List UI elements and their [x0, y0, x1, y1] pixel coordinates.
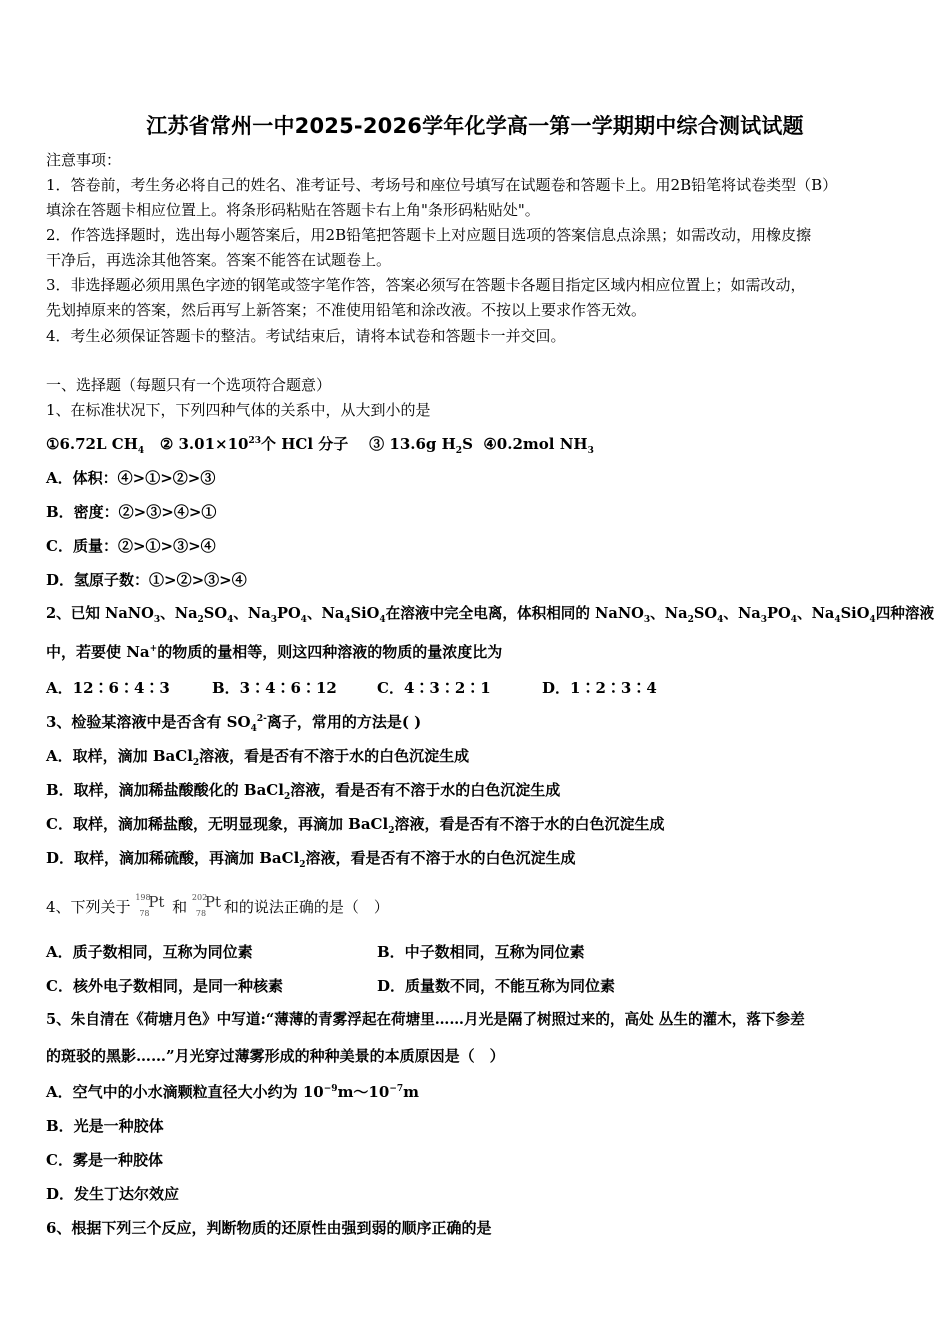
- question-4-option-c: C．核外电子数相同，是同一种核素: [46, 977, 283, 995]
- notice-heading: 注意事项：: [46, 151, 122, 169]
- question-4-option-b: B．中子数相同，互称为同位素: [377, 943, 585, 961]
- question-1-option-b: B．密度：②>③>④>①: [46, 503, 217, 521]
- question-2-option-c: C．4∶3∶2∶1: [377, 679, 491, 697]
- question-1-option-a: A．体积：④>①>②>③: [46, 469, 216, 487]
- question-3-stem: 3、检验某溶液中是否含有 $SO_4^{2-}$离子，常用的方法是( ): [46, 713, 422, 734]
- question-3-option-d: D．取样，滴加稀硫酸，再滴加 BaCl$_2$溶液，看是否有不溶于水的白色沉淀生成: [46, 849, 576, 870]
- question-4-option-a: A．质子数相同，互称为同位素: [46, 943, 253, 961]
- section-heading: 一、选择题（每题只有一个选项符合题意）: [46, 376, 332, 394]
- question-2-option-b: B．3∶4∶6∶12: [212, 679, 337, 697]
- isotope-pt-198: 198 78 Pt: [135, 893, 165, 918]
- question-1-option-d: D．氢原子数：①>②>③>④: [46, 571, 247, 589]
- question-2-option-a: A．12∶6∶4∶3: [46, 679, 170, 697]
- question-6-stem: 6、根据下列三个反应，判断物质的还原性由强到弱的顺序正确的是: [46, 1219, 492, 1237]
- question-4-stem: 4、下列关于 198 78 Pt 和 202 78 Pt 和的说法正确的是（ ）: [46, 893, 389, 918]
- notice-line: 先划掉原来的答案，然后再写上新答案；不准使用铅笔和涂改液。不按以上要求作答无效。: [46, 301, 647, 319]
- question-3-option-a: A．取样，滴加 BaCl$_2$溶液，看是否有不溶于水的白色沉淀生成: [46, 747, 470, 768]
- question-5-option-c: C．雾是一种胶体: [46, 1151, 163, 1169]
- page-title: 江苏省常州一中2025-2026学年化学高一第一学期期中综合测试试题: [146, 114, 804, 138]
- question-2-stem: 2、已知 NaNO$_3$、$Na_2SO_4$、$Na_3PO_4$、$Na_4SiO_4$在溶液中完全电离，体积相同的 NaNO$_3$、$Na_2SO_4$、$Na_3PO_4$、$Na_4SiO_4$四种溶液: [46, 605, 935, 625]
- question-5-option-b: B．光是一种胶体: [46, 1117, 164, 1135]
- question-5-option-d: D．发生丁达尔效应: [46, 1185, 180, 1203]
- notice-line: 干净后，再选涂其他答案。答案不能答在试题卷上。: [46, 251, 392, 269]
- question-1-option-c: C．质量：②>①>③>④: [46, 537, 216, 555]
- question-5-stem: 5、朱自清在《荷塘月色》中写道:“薄薄的青雾浮起在荷塘里……月光是隔了树照过来的，高处 丛生的灌木，落下参差: [46, 1011, 805, 1028]
- question-1-stem: 1、在标准状况下，下列四种气体的关系中，从大到小的是: [46, 401, 431, 419]
- question-3-option-c: C．取样，滴加稀盐酸，无明显现象，再滴加 BaCl$_2$溶液，看是否有不溶于水的白色沉淀生成: [46, 815, 665, 836]
- notice-line: 1．答卷前，考生务必将自己的姓名、准考证号、考场号和座位号填写在试题卷和答题卡上。用2B铅笔将试卷类型（B）: [46, 176, 838, 194]
- isotope-pt-202: 202 78 Pt: [191, 893, 222, 918]
- question-2-option-d: D．1∶2∶3∶4: [542, 679, 657, 697]
- notice-line: 3．非选择题必须用黑色字迹的钢笔或签字笔作答，答案必须写在答题卡各题目指定区域内相应位置上；如需改动，: [46, 276, 806, 294]
- question-2-stem-line2: 中，若要使 Na+的物质的量相等，则这四种溶液的物质的量浓度比为: [46, 643, 503, 661]
- question-5-option-a: A．空气中的小水滴颗粒直径大小约为 $10^{-9}m\sim 10^{-7}m$: [46, 1083, 419, 1101]
- question-5-stem-line2: 的斑驳的黑影……”月光穿过薄雾形成的种种美景的本质原因是（ ）: [46, 1047, 505, 1065]
- question-1-gases: ①6.72L $CH_4$ ② $3.01\times 10^{23}$个 HCl 分子 ③ 13.6g $H_2S$ ④0.2mol $NH_3$: [46, 435, 594, 456]
- notice-line: 2．作答选择题时，选出每小题答案后，用2B铅笔把答题卡上对应题目选项的答案信息点涂黑；如需改动，用橡皮擦: [46, 226, 812, 244]
- question-3-option-b: B．取样，滴加稀盐酸酸化的 BaCl$_2$溶液，看是否有不溶于水的白色沉淀生成: [46, 781, 561, 802]
- notice-line: 填涂在答题卡相应位置上。将条形码粘贴在答题卡右上角"条形码粘贴处"。: [46, 201, 540, 219]
- question-4-option-d: D．质量数不同，不能互称为同位素: [377, 977, 616, 995]
- notice-line: 4．考生必须保证答题卡的整洁。考试结束后，请将本试卷和答题卡一并交回。: [46, 327, 566, 345]
